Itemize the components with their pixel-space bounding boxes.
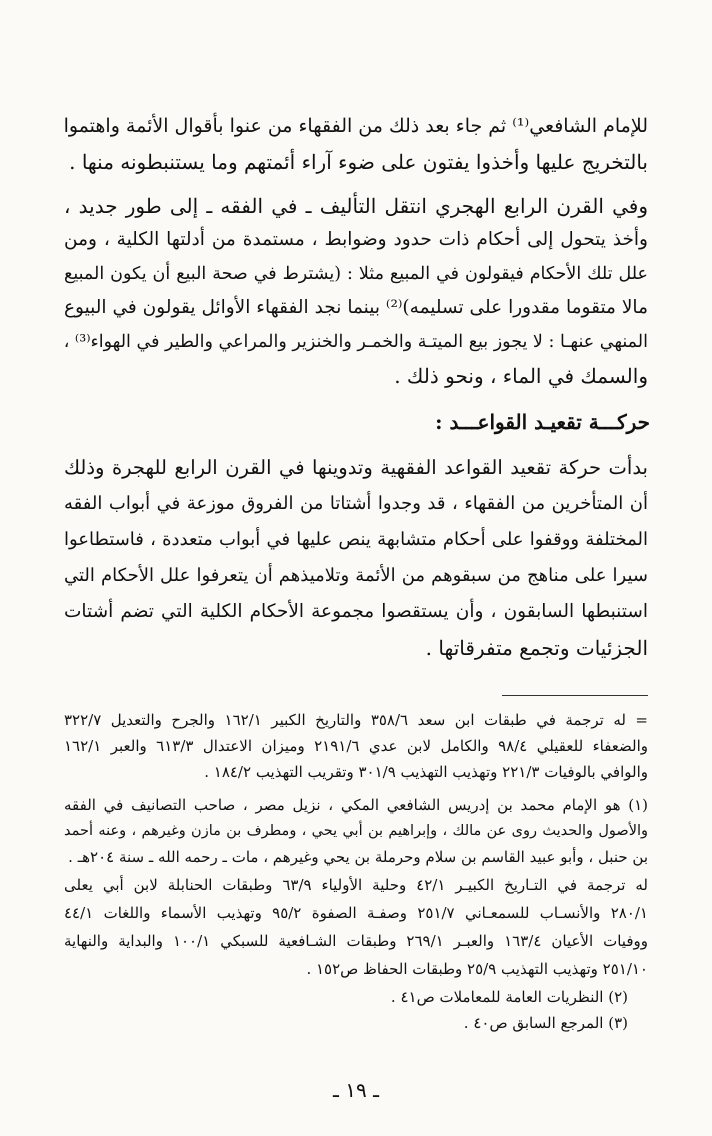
footnote-line: (١) هو الإمام محمد بن إدريس الشافعي المكي ، نزيل مصر ، صاحب التصانيف في الفقه <box>64 796 648 814</box>
footnote-line: (٢) النظريات العامة للمعاملات ص٤١ . <box>390 988 628 1006</box>
body-line: مالا متقوما مقدورا على تسليمه)⁽²⁾ بينما نجد الفقهاء الأوائل يقولون في البيوع <box>64 297 648 318</box>
body-line: بالتخريج عليها وأخذوا يفتون على ضوء آراء أئمتهم وما يستنبطونه منها . <box>69 150 648 174</box>
body-line: المنهي عنهـا : لا يجوز بيع الميتـة والخمـر والخنزير والمراعي والطير في الهواء⁽³⁾ ، <box>63 332 648 352</box>
footnote-line: (٣) المرجع السابق ص٤٠ . <box>463 1014 628 1032</box>
footnote-line: بن حنبل ، وأبو عبيد القاسم بن سلام وحرملة بن يحي وغيرهم ، مات ـ رحمه الله ـ سنة ٢٠٤هـ . <box>68 848 648 866</box>
page-number: ـ ١٩ ـ <box>333 1078 379 1102</box>
body-line: بدأت حركة تقعيد القواعد الفقهية وتدوينها في القرن الرابع للهجرة وذلك <box>64 456 648 479</box>
footnote-line: له ترجمة في التـاريخ الكبيـر ٤٢/١ وحلية الأولياء ٦٣/٩ وطبقات الحنابلة لابن أبي يعلى <box>64 876 648 894</box>
body-line: وفي القرن الرابع الهجري انتقل التأليف ـ في الفقه ـ إلى طور جديد ، <box>64 194 648 218</box>
body-line: الجزئيات وتجمع متفرقاتها . <box>425 636 648 660</box>
body-line: المختلفة ووقفوا على أحكام متشابهة ينص عليها في أبواب متعددة ، فاستطاعوا <box>64 529 648 550</box>
footnote-line: = له ترجمة في طبقات ابن سعد ٣٥٨/٦ والتاريخ الكبير ١٦٢/١ والجرح والتعديل ٣٢٢/٧ <box>64 711 648 729</box>
body-line: والسمك في الماء ، ونحو ذلك . <box>394 364 648 388</box>
footnote-line: والضعفاء للعقيلي ٩٨/٤ والكامل لابن عدي ٢١٩١/٦ وميزان الاعتدال ٦١٣/٣ والعبر ١٦٢/١ <box>64 737 649 755</box>
footnote-separator <box>502 695 648 696</box>
footnote-line: والأصول والحديث روى عن مالك ، وإبراهيم بن أبي يحي ، ومطرف بن مازن وغيرهم ، وعنه أحمد <box>64 823 648 839</box>
footnote-line: ٢٥١/١٠ وتهذيب التهذيب ٢٥/٩ وطبقات الحفاظ ص١٥٢ . <box>306 960 648 978</box>
body-line: علل تلك الأحكام فيقولون في المبيع مثلا : (يشترط في صحة البيع أن يكون المبيع <box>64 264 648 284</box>
body-line: أن المتأخرين من الفقهاء ، قد وجدوا أشتاتا من الفروق موزعة في أبواب الفقه <box>64 493 648 514</box>
footnote-line: ووفيات الأعيان ١٦٣/٤ والعبـر ٢٦٩/١ وطبقات الشـافعية للسبكي ١٠٠/١ والبداية والنهاية <box>64 932 648 950</box>
body-line: استنبطها السابقون ، وأن يستقصوا مجموعة الأحكام الكلية التي تضم أشتات <box>64 601 648 622</box>
footnote-line: والوافي بالوفيات ٢٢١/٣ وتهذيب التهذيب ٣٠١/٩ وتقريب التهذيب ١٨٤/٢ . <box>204 763 648 781</box>
body-line: للإمام الشافعي⁽¹⁾ ثم جاء بعد ذلك من الفقهاء من عنوا بأقوال الأئمة واهتموا <box>63 115 648 137</box>
section-heading: حركـــة تقعيـد القواعـــد : <box>435 410 650 434</box>
body-line: سيرا على مناهج من سبقوهم من الأئمة وتلاميذهم أن يتعرفوا علل الأحكام التي <box>64 565 648 586</box>
footnote-line: ٢٨٠/١ والأنسـاب للسمعـاني ٢٥١/٧ وصفـة الصفوة ٩٥/٢ وتهذيب الأسماء واللغات ٤٤/١ <box>64 904 648 922</box>
body-line: وأخذ يتحول إلى أحكام ذات حدود وضوابط ، مستمدة من أدلتها الكلية ، ومن <box>64 229 648 250</box>
